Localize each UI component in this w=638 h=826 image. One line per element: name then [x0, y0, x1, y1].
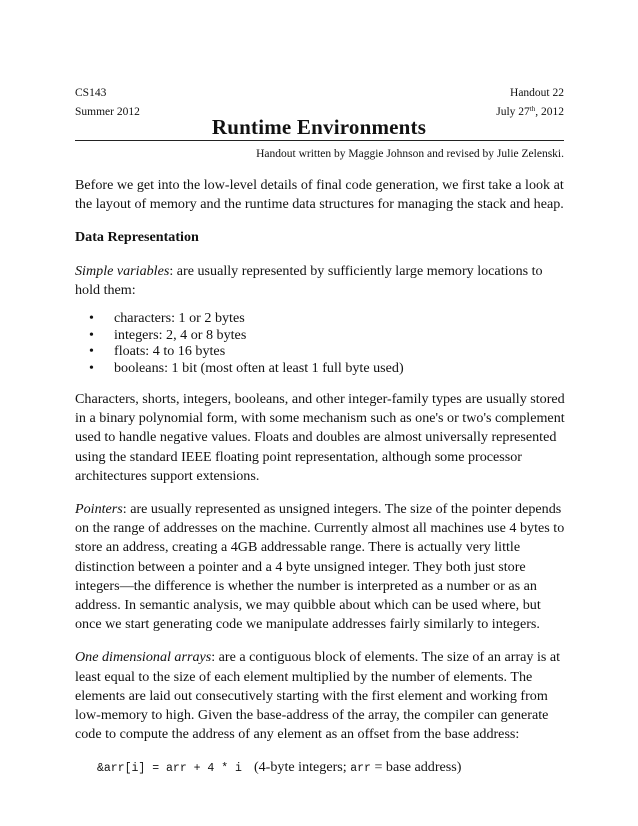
pointers-paragraph	[75, 500, 570, 634]
type-size-list	[75, 310, 570, 376]
handout-number: Handout 22	[510, 87, 564, 99]
pointers-text: : are usually represented as unsigned integers. The size of the pointer depends on the range of addresses on the machine. Currently almost all machines use 4 bytes to store an address, creating a 4GB addressable range. There is actually very little distinction between a pointer and a 4 byte unsigned integer. They both just store integers—the difference is whether the number is interpreted as a number or as an address. In semantic analysis, we may quibble about which can be used where, but once we start generating code we manipulate addresses fairly similarly to integers.	[75, 501, 565, 633]
document-body	[75, 176, 570, 779]
byline: Handout written by Maggie Johnson and revised by Julie Zelenski.	[256, 148, 564, 160]
arrays-term: One dimensional arrays	[75, 649, 212, 666]
code-note-part-b: = base address)	[370, 759, 462, 776]
term-label: Summer 2012	[75, 106, 140, 118]
date-suffix: , 2012	[535, 106, 564, 118]
simple-variables-term: Simple variables	[75, 262, 170, 279]
list-item: • floats: 4 to 16 bytes	[87, 343, 570, 360]
arrays-text: : are a contiguous block of elements. The size of an array is at least equal to the size of each element multiplied by the number of elements. The elements are laid out consecutively starting with the first element and working from low-memory to high. Given the base-address of the array, the compiler can generate code to compute the address of any element as an offset from the base address:	[75, 649, 561, 743]
intro-paragraph: Before we get into the low-level details of final code generation, we first take a look at the layout of memory and the runtime data structures for managing the stack and heap.	[75, 177, 564, 213]
list-item: • booleans: 1 bit (most often at least 1 full byte used)	[87, 360, 570, 377]
title-rule	[75, 140, 564, 141]
code-annotation	[254, 759, 462, 775]
arrays-paragraph	[75, 648, 570, 744]
code-note-mono: arr	[350, 762, 371, 776]
date-prefix: July 27	[496, 106, 530, 118]
pointers-term: Pointers	[75, 501, 123, 518]
simple-variables-paragraph	[75, 262, 570, 300]
section-heading-data-representation: Data Representation	[75, 229, 199, 246]
code-snippet: &arr[i] = arr + 4 * i	[97, 762, 242, 776]
list-item: • characters: 1 or 2 bytes	[87, 310, 570, 327]
array-address-formula	[75, 758, 570, 778]
simple-variables-text: : are usually represented by sufficiently large memory locations to hold them:	[75, 262, 543, 298]
integer-types-paragraph: Characters, shorts, integers, booleans, and other integer-family types are usually stored in a binary polynomial form, with some mechanism such as one's or two's complement used to handle negative values. Floats and doubles are almost universally represented using the standard IEEE floating point representation, although some processor architectures support extensions.	[75, 391, 565, 484]
list-item: • integers: 2, 4 or 8 bytes	[87, 327, 570, 344]
document-title: Runtime Environments	[211, 115, 427, 139]
code-note-part-a: (4-byte integers;	[253, 759, 351, 776]
course-label: CS143	[75, 87, 107, 99]
date-ordinal: th	[529, 105, 536, 113]
